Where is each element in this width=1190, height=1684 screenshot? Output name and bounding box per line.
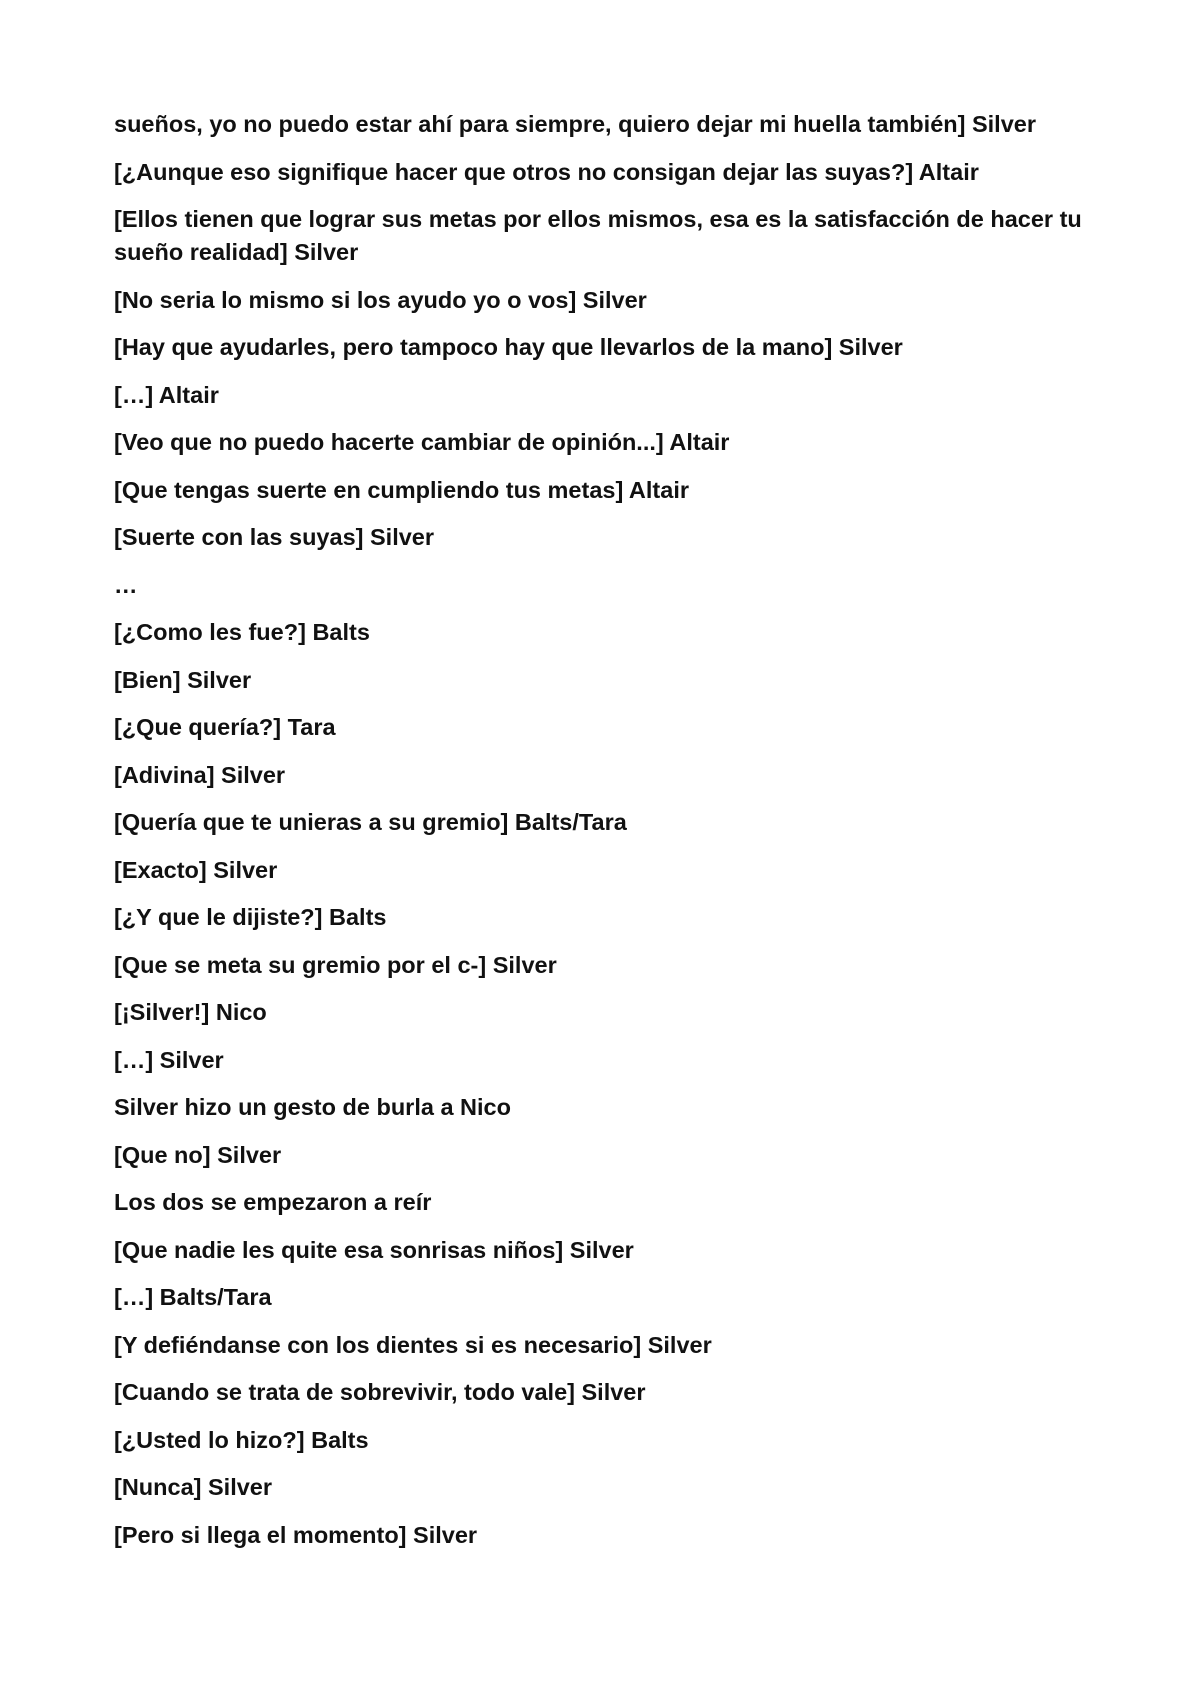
text-line: [Hay que ayudarles, pero tampoco hay que llevarlos de la mano] Silver — [114, 334, 903, 360]
text-line: [Que nadie les quite esa sonrisas niños] Silver — [114, 1236, 634, 1263]
text-line: [¡Silver!] Nico — [114, 999, 267, 1025]
text-line: [Exacto] Silver — [114, 856, 278, 883]
text-line: [¿Y que le dijiste?] Balts — [114, 904, 387, 930]
text-line: [Ellos tienen que lograr sus metas por ellos mismos, esa es la satisfacción de hacer tu sueño realidad] Silver — [114, 206, 1082, 265]
text-line: […] Balts/Tara — [114, 1284, 272, 1310]
text-line: [Y defiéndanse con los dientes si es necesario] Silver — [114, 1331, 712, 1358]
dialogue-text-block — [114, 108, 1094, 1566]
text-line: [¿Usted lo hizo?] Balts — [114, 1426, 369, 1453]
text-line: [¿Que quería?] Tara — [114, 714, 336, 740]
text-line: […] Altair — [114, 381, 219, 408]
text-line: [Cuando se trata de sobrevivir, todo vale] Silver — [114, 1379, 646, 1405]
narration-line: Los dos se empezaron a reír — [114, 1189, 432, 1215]
text-line: [Bien] Silver — [114, 666, 252, 693]
narration-line: Silver hizo un gesto de burla a Nico — [114, 1094, 511, 1120]
text-line: [Nunca] Silver — [114, 1474, 273, 1500]
text-line: [Que tengas suerte en cumpliendo tus metas] Altair — [114, 476, 690, 503]
text-line: [Pero si llega el momento] Silver — [114, 1521, 478, 1548]
scene-break: … — [114, 571, 138, 598]
text-line: [Adivina] Silver — [114, 761, 286, 788]
text-line: [Suerte con las suyas] Silver — [114, 524, 435, 550]
text-line: [¿Como les fue?] Balts — [114, 619, 370, 645]
text-line: […] Silver — [114, 1046, 224, 1073]
text-line: [Que se meta su gremio por el c-] Silver — [114, 951, 557, 978]
text-line: [Quería que te unieras a su gremio] Balts/Tara — [114, 809, 627, 835]
text-line: [No seria lo mismo si los ayudo yo o vos] Silver — [114, 286, 647, 313]
text-line: [Veo que no puedo hacerte cambiar de opinión...] Altair — [114, 429, 730, 455]
text-line: sueños, yo no puedo estar ahí para siempre, quiero dejar mi huella también] Silver — [114, 111, 1036, 137]
text-line: [¿Aunque eso signifique hacer que otros no consigan dejar las suyas?] Altair — [114, 158, 979, 185]
text-line: [Que no] Silver — [114, 1141, 282, 1168]
